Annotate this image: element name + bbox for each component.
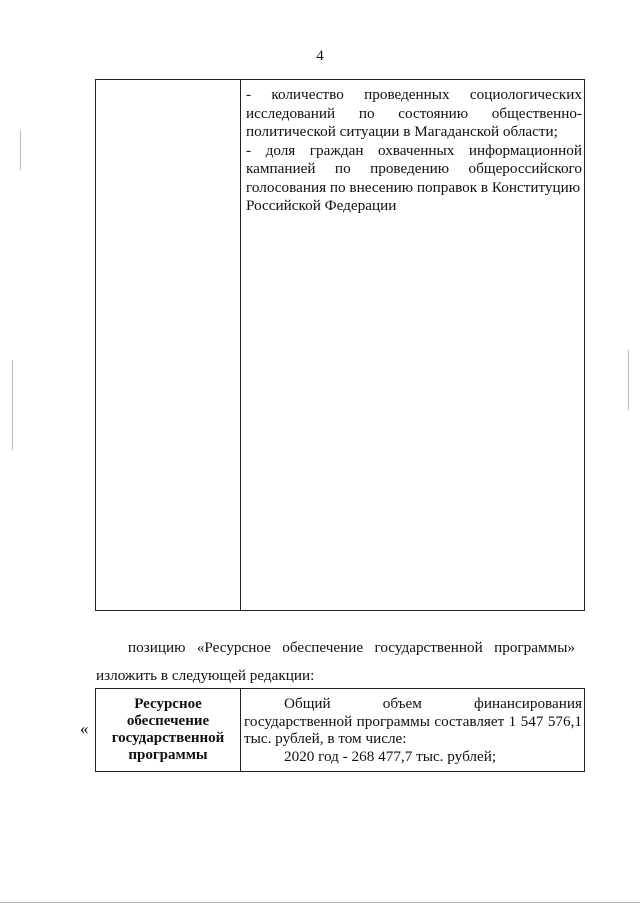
- opening-quote: «: [80, 719, 89, 738]
- funding-line: государственной программы составляет 1 547 576,1: [244, 712, 582, 730]
- indicator-line: - количество проведенных социологических: [246, 86, 582, 103]
- indicators-cell: [246, 86, 582, 216]
- funding-line: тыс. рублей, в том числе:: [244, 730, 407, 747]
- instruction-paragraph-continued: изложить в следующей редакции:: [96, 667, 315, 684]
- column-divider: [240, 689, 241, 771]
- indicator-line: Российской Федерации: [246, 197, 397, 214]
- indicator-line: исследований по состоянию общественно-: [246, 104, 582, 122]
- resource-heading-cell: [96, 696, 240, 764]
- heading-line: программы: [128, 747, 208, 763]
- instruction-paragraph: позицию «Ресурсное обеспечение государственной программы»: [128, 639, 575, 656]
- indicator-line: - доля граждан охваченных информационной: [246, 141, 582, 159]
- scan-noise: [628, 350, 629, 410]
- indicator-line: политической ситуации в Магаданской области;: [246, 123, 558, 140]
- funding-cell: [244, 695, 582, 765]
- column-divider: [240, 80, 241, 610]
- heading-line: Ресурсное: [134, 696, 202, 712]
- indicator-line: кампанией по проведению общероссийского: [246, 160, 582, 177]
- heading-line: государственной: [111, 730, 225, 746]
- scan-noise: [12, 360, 13, 450]
- page-number: 4: [316, 48, 324, 64]
- resource-table: [95, 688, 585, 772]
- program-table-continuation: [95, 79, 585, 611]
- funding-line: 2020 год - 268 477,7 тыс. рублей;: [284, 747, 497, 765]
- heading-line: обеспечение: [126, 713, 210, 729]
- indicator-line: голосования по внесению поправок в Конституцию: [246, 178, 581, 196]
- scan-edge: [0, 902, 640, 903]
- scan-noise: [20, 130, 21, 170]
- funding-line: Общий объем финансирования: [284, 695, 582, 712]
